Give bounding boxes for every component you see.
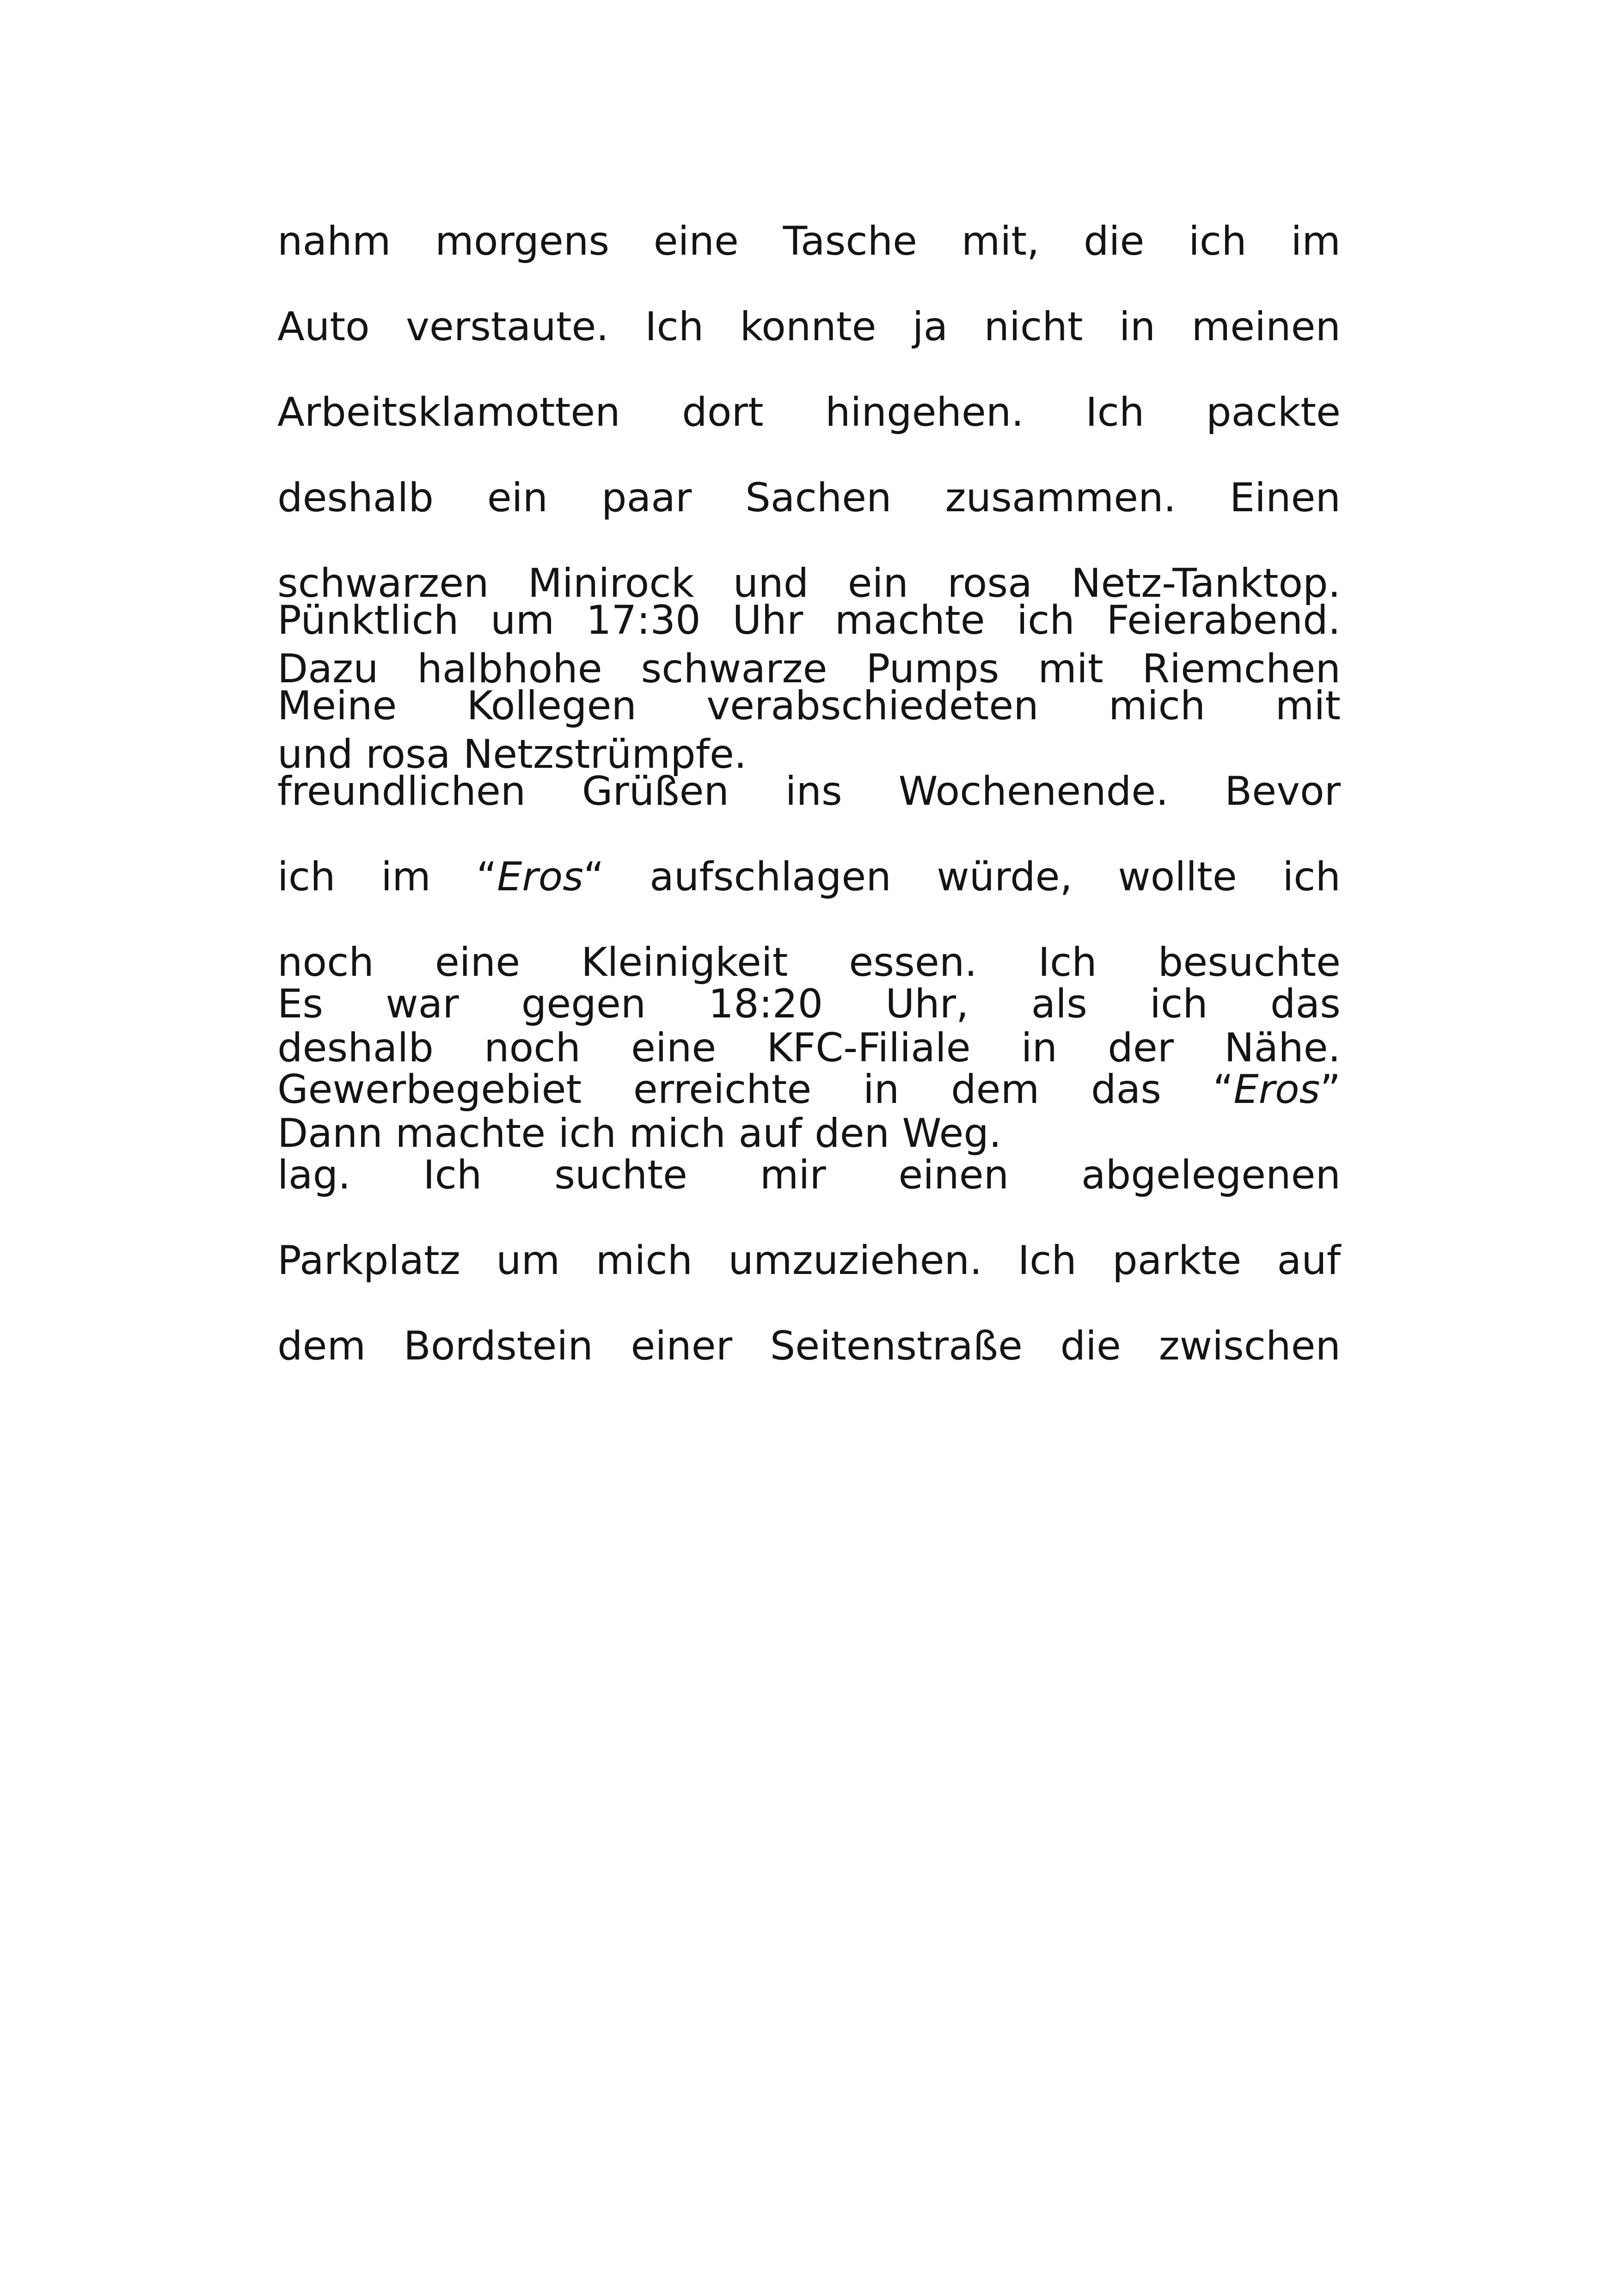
text-segment: Arbeitsklamotten dort hingehen. Ich packte: [277, 389, 1341, 435]
text-line: [277, 1218, 1341, 1304]
text-line: [277, 1133, 1341, 1218]
text-line: [277, 199, 1341, 284]
text-segment: dem Bordstein einer Seitenstraße die zwischen: [277, 1323, 1341, 1369]
text-segment: Dann machte ich mich auf den Weg.: [277, 1110, 1002, 1157]
text-line: [277, 749, 1341, 834]
text-segment: “ aufschlagen würde, wollte ich: [583, 854, 1341, 900]
text-segment: deshalb noch eine KFC-Filiale in der Nähe.: [277, 1025, 1341, 1071]
text-line: [277, 284, 1341, 370]
text-segment: freundlichen Grüßen ins Wochenende. Bevor: [277, 768, 1341, 814]
italic-text: Eros: [1233, 1066, 1320, 1113]
paragraph: [277, 961, 1341, 1389]
text-line: [277, 1047, 1341, 1133]
text-segment: Parkplatz um mich umzuziehen. Ich parkte auf: [277, 1237, 1341, 1284]
text-segment: Es war gegen 18:20 Uhr, als ich das: [277, 981, 1341, 1027]
text-line: [277, 961, 1341, 1047]
italic-text: Eros: [496, 854, 584, 900]
text-segment: Pünktlich um 17:30 Uhr machte ich Feierabend.: [277, 597, 1341, 643]
text-segment: Auto verstaute. Ich konnte ja nicht in meinen: [277, 304, 1341, 350]
text-segment: Dazu halbhohe schwarze Pumps mit Riemchen: [277, 646, 1341, 692]
text-segment: lag. Ich suchte mir einen abgelegenen: [277, 1152, 1341, 1198]
text-line: [277, 578, 1341, 663]
text-segment: ”: [1320, 1066, 1341, 1113]
text-line: [277, 663, 1341, 749]
text-line: [277, 1304, 1341, 1389]
text-segment: schwarzen Minirock und ein rosa Netz-Tanktop.: [277, 560, 1341, 606]
text-line: [277, 834, 1341, 920]
text-segment: deshalb ein paar Sachen zusammen. Einen: [277, 475, 1341, 521]
text-line: [277, 370, 1341, 455]
text-segment: nahm morgens eine Tasche mit, die ich im: [277, 218, 1341, 264]
text-segment: und rosa Netzstrümpfe.: [277, 731, 747, 778]
text-segment: ich im “: [277, 854, 497, 900]
text-segment: Meine Kollegen verabschiedeten mich mit: [277, 683, 1341, 729]
text-line: [277, 455, 1341, 541]
text-segment: noch eine Kleinigkeit essen. Ich besuchte: [277, 939, 1341, 986]
text-segment: Gewerbegebiet erreichte in dem das “: [277, 1066, 1234, 1113]
